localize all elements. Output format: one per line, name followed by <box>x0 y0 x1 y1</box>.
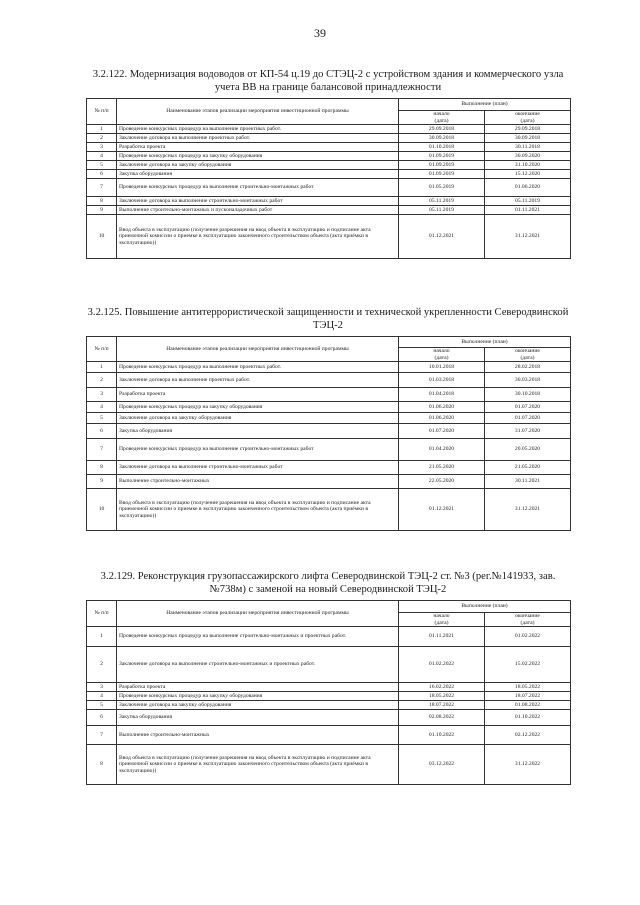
stage-name: Проведение конкурсных процедур на выполнение проектных работ. <box>117 125 399 134</box>
row-number: 8 <box>87 745 117 785</box>
table-row <box>87 206 571 215</box>
start-date: 01.05.2019 <box>399 179 485 197</box>
table-row <box>87 745 571 785</box>
table-row <box>87 489 571 531</box>
start-date: 01.02.2022 <box>399 647 485 683</box>
stage-name: Заключение договора на выполнение строительно-монтажных работ <box>117 461 399 475</box>
header-num: № п/п <box>87 601 117 627</box>
start-date: 01.10.2022 <box>399 726 485 745</box>
header-end: окончание (дата) <box>485 613 571 627</box>
stage-name: Проведение конкурсных процедур на выполнение проектных работ. <box>117 362 399 373</box>
table-row <box>87 647 571 683</box>
end-date: 15.02.2022 <box>485 647 571 683</box>
end-date: 20.05.2020 <box>485 439 571 461</box>
stage-name: Заключение договора на выполнение проектных работ. <box>117 373 399 388</box>
end-date: 21.05.2020 <box>485 461 571 475</box>
header-plan: Выполнение (план) <box>399 337 571 348</box>
start-date: 01.12.2021 <box>399 215 485 259</box>
stage-name: Проведение конкурсных процедур на выполнение строительно-монтажных работ <box>117 179 399 197</box>
row-number: 6 <box>87 170 117 179</box>
schedule-table <box>86 336 571 531</box>
end-date: 15.12.2020 <box>485 170 571 179</box>
start-date: 21.05.2020 <box>399 461 485 475</box>
end-date: 31.12.2022 <box>485 745 571 785</box>
stage-name: Выполнение строительно-монтажных и пусконаладочных работ <box>117 206 399 215</box>
section-3-2-125 <box>86 306 570 531</box>
end-date: 31.07.2020 <box>485 424 571 439</box>
row-number: 7 <box>87 179 117 197</box>
scan-speck <box>90 880 92 882</box>
row-number: 7 <box>87 726 117 745</box>
table-row <box>87 152 571 161</box>
table-row <box>87 402 571 413</box>
stage-name: Заключение договора на закупку оборудования <box>117 701 399 710</box>
table-row <box>87 701 571 710</box>
end-date: 30.09.2018 <box>485 134 571 143</box>
start-date: 29.09.2018 <box>399 125 485 134</box>
section-3-2-129 <box>86 570 570 785</box>
start-date: 01.06.2020 <box>399 402 485 413</box>
end-date: 29.09.2018 <box>485 125 571 134</box>
table-row <box>87 461 571 475</box>
end-date: 01.10.2022 <box>485 710 571 726</box>
row-number: 9 <box>87 475 117 489</box>
end-date: 28.02.2018 <box>485 362 571 373</box>
table-row <box>87 388 571 402</box>
start-date: 16.02.2022 <box>399 683 485 692</box>
section-title: 3.2.122. Модернизация водоводов от КП-54 ц.19 до СТЭЦ-2 с устройством здания и коммерческого узла учета ВВ на границе балансовой принадлежности <box>92 69 564 93</box>
row-number: 3 <box>87 683 117 692</box>
start-date: 10.01.2018 <box>399 362 485 373</box>
row-number: 7 <box>87 439 117 461</box>
row-number: 8 <box>87 197 117 206</box>
stage-name: Проведение конкурсных процедур на закупку оборудования <box>117 402 399 413</box>
end-date: 31.12.2021 <box>485 215 571 259</box>
table-row <box>87 170 571 179</box>
header-stage: Наименование этапов реализации мероприятия инвестиционной программы <box>117 337 399 362</box>
section-title: 3.2.129. Реконструкция грузопассажирского лифта Северодвинской ТЭЦ-2 ст. №3 (рег.№141933, зав. №738м) с заменой на новый Северодвинской ТЭЦ-2 <box>100 571 556 595</box>
row-number: 10 <box>87 215 117 259</box>
section-3-2-122 <box>86 68 570 259</box>
table-row <box>87 710 571 726</box>
row-number: 4 <box>87 402 117 413</box>
stage-name: Ввод объекта в эксплуатацию (получение разрешения на ввод объекта в эксплуатацию и подписание акта приемочной комиссии о приемке в эксплуатацию законченного строительством объекта (акта приёмки в эксплуатацию)) <box>117 489 399 531</box>
stage-name: Заключение договора на выполнение проектных работ. <box>117 134 399 143</box>
row-number: 3 <box>87 388 117 402</box>
row-number: 4 <box>87 152 117 161</box>
table-row <box>87 215 571 259</box>
row-number: 6 <box>87 710 117 726</box>
header-plan: Выполнение (план) <box>399 601 571 613</box>
start-date: 18.07.2022 <box>399 701 485 710</box>
stage-name: Закупка оборудования <box>117 424 399 439</box>
start-date: 22.05.2020 <box>399 475 485 489</box>
end-date: 31.12.2021 <box>485 489 571 531</box>
header-num: № п/п <box>87 337 117 362</box>
stage-name: Выполнение строительно-монтажных <box>117 475 399 489</box>
start-date: 01.10.2018 <box>399 143 485 152</box>
start-date: 02.08.2022 <box>399 710 485 726</box>
table-row <box>87 134 571 143</box>
row-number: 1 <box>87 362 117 373</box>
section-title: 3.2.125. Повышение антитеррористической защищенности и технической укрепленности Северодвинской ТЭЦ-2 <box>87 307 569 331</box>
end-date: 18.07.2022 <box>485 692 571 701</box>
schedule-table <box>86 98 571 259</box>
row-number: 2 <box>87 647 117 683</box>
table-row <box>87 362 571 373</box>
table-row <box>87 683 571 692</box>
end-date: 18.05.2022 <box>485 683 571 692</box>
header-plan: Выполнение (план) <box>399 99 571 111</box>
table-row <box>87 143 571 152</box>
table-row <box>87 197 571 206</box>
end-date: 30.09.2020 <box>485 152 571 161</box>
stage-name: Проведение конкурсных процедур на закупку оборудования <box>117 692 399 701</box>
row-number: 8 <box>87 461 117 475</box>
table-row <box>87 125 571 134</box>
end-date: 01.07.2020 <box>485 413 571 424</box>
stage-name: Проведение конкурсных процедур на выполнение строительно-монтажных и проектных работ. <box>117 627 399 647</box>
end-date: 30.11.2021 <box>485 475 571 489</box>
row-number: 4 <box>87 692 117 701</box>
start-date: 01.03.2018 <box>399 373 485 388</box>
stage-name: Проведение конкурсных процедур на выполнение строительно-монтажных работ <box>117 439 399 461</box>
start-date: 01.12.2021 <box>399 489 485 531</box>
table-row <box>87 627 571 647</box>
stage-name: Ввод объекта в эксплуатацию (получение разрешения на ввод объекта в эксплуатацию и подписание акта приемочной комиссии о приемке в эксплуатацию законченного строительством объекта (акта приёмки в эксплуатацию)) <box>117 215 399 259</box>
stage-name: Разработка проекта <box>117 683 399 692</box>
stage-name: Закупка оборудования <box>117 170 399 179</box>
row-number: 3 <box>87 143 117 152</box>
start-date: 05.11.2019 <box>399 206 485 215</box>
start-date: 01.09.2019 <box>399 170 485 179</box>
table-row <box>87 692 571 701</box>
stage-name: Проведение конкурсных процедур на закупку оборудования <box>117 152 399 161</box>
stage-name: Заключение договора на закупку оборудования <box>117 413 399 424</box>
header-start: начало (дата) <box>399 348 485 362</box>
start-date: 03.12.2022 <box>399 745 485 785</box>
start-date: 01.09.2019 <box>399 152 485 161</box>
start-date: 05.11.2019 <box>399 197 485 206</box>
row-number: 1 <box>87 627 117 647</box>
start-date: 01.06.2020 <box>399 413 485 424</box>
stage-name: Разработка проекта <box>117 143 399 152</box>
stage-name: Заключение договора на выполнение строительно-монтажных работ <box>117 197 399 206</box>
row-number: 5 <box>87 161 117 170</box>
row-number: 10 <box>87 489 117 531</box>
schedule-table <box>86 600 571 785</box>
row-number: 5 <box>87 701 117 710</box>
row-number: 2 <box>87 134 117 143</box>
row-number: 6 <box>87 424 117 439</box>
page-number: 39 <box>314 26 326 40</box>
header-stage: Наименование этапов реализации мероприятия инвестиционной программы <box>117 601 399 627</box>
start-date: 01.11.2021 <box>399 627 485 647</box>
stage-name: Закупка оборудования <box>117 710 399 726</box>
end-date: 30.11.2018 <box>485 143 571 152</box>
row-number: 1 <box>87 125 117 134</box>
row-number: 9 <box>87 206 117 215</box>
header-start: начало (дата) <box>399 613 485 627</box>
start-date: 30.09.2018 <box>399 134 485 143</box>
table-row <box>87 161 571 170</box>
stage-name: Ввод объекта в эксплуатацию (получение разрешения на ввод объекта в эксплуатацию и подписание акта приемочной комиссии о приемке в эксплуатацию законченного строительством объекта (акта приёмки в эксплуатацию)) <box>117 745 399 785</box>
end-date: 01.06.2020 <box>485 179 571 197</box>
row-number: 5 <box>87 413 117 424</box>
header-num: № п/п <box>87 99 117 125</box>
table-row <box>87 413 571 424</box>
header-end: окончание (дата) <box>485 111 571 125</box>
table-row <box>87 439 571 461</box>
table-row <box>87 424 571 439</box>
header-stage: Наименование этапов реализации мероприятия инвестиционной программы <box>117 99 399 125</box>
end-date: 01.07.2020 <box>485 402 571 413</box>
end-date: 01.11.2021 <box>485 206 571 215</box>
table-row <box>87 373 571 388</box>
start-date: 01.09.2019 <box>399 161 485 170</box>
end-date: 01.02.2022 <box>485 627 571 647</box>
start-date: 01.04.2020 <box>399 439 485 461</box>
table-row <box>87 475 571 489</box>
row-number: 2 <box>87 373 117 388</box>
stage-name: Выполнение строительно-монтажных <box>117 726 399 745</box>
start-date: 18.05.2022 <box>399 692 485 701</box>
start-date: 01.07.2020 <box>399 424 485 439</box>
end-date: 30.10.2018 <box>485 388 571 402</box>
start-date: 01.04.2018 <box>399 388 485 402</box>
header-end: окончание (дата) <box>485 348 571 362</box>
end-date: 02.12.2022 <box>485 726 571 745</box>
stage-name: Разработка проекта <box>117 388 399 402</box>
stage-name: Заключение договора на закупку оборудования <box>117 161 399 170</box>
end-date: 05.11.2019 <box>485 197 571 206</box>
end-date: 31.10.2020 <box>485 161 571 170</box>
end-date: 01.08.2022 <box>485 701 571 710</box>
stage-name: Заключение договора на выполнение строительно-монтажных и проектных работ. <box>117 647 399 683</box>
table-row <box>87 726 571 745</box>
header-start: начало (дата) <box>399 111 485 125</box>
end-date: 30.03.2018 <box>485 373 571 388</box>
table-row <box>87 179 571 197</box>
